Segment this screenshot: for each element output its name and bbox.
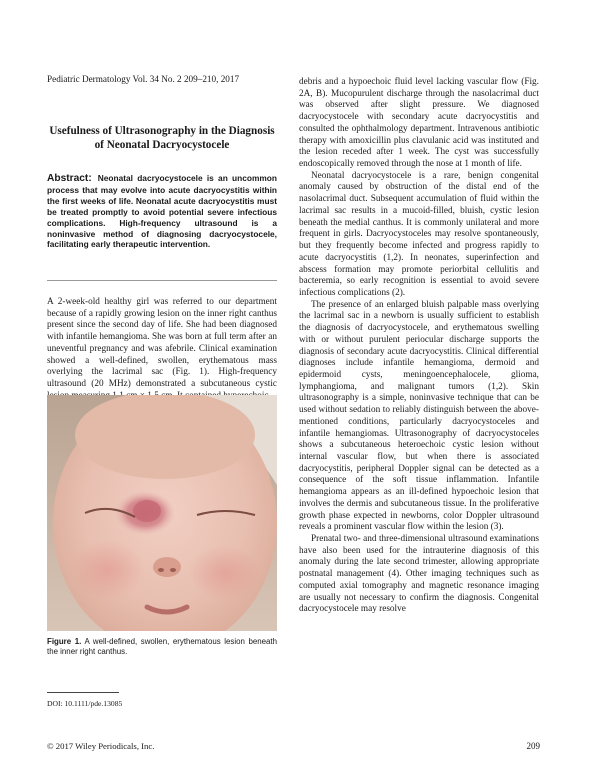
abstract-block: [47, 173, 277, 250]
figure-1-photo: [47, 395, 277, 631]
abstract-divider: [47, 280, 277, 281]
abstract-label: Abstract:: [47, 173, 92, 184]
figure-label: Figure 1.: [47, 637, 82, 646]
body-paragraph: Prenatal two- and three-dimensional ultrasound examinations have also been used for the intrauterine diagnosis of this anomaly during the late second trimester, allowing appropriate postnatal management (4). Other imaging techniques such as computed axial tomography and magnetic resonance imaging are usually not necessary to confirm the diagnosis. Congenital dacryocystocele may resolve: [299, 534, 539, 615]
doi: DOI: 10.1111/pde.13085: [47, 699, 123, 708]
body-paragraph: debris and a hypoechoic fluid level lacking vascular flow (Fig. 2A, B). Mucopurulent discharge through the nasolacrimal duct was observed after slight pressure. We diagnosed dacryocystocele with secondary acute dacryocystitis and consulted the ophthalmology department. Intravenous antibiotic therapy with amoxicillin plus clavulanic acid was instituted and the lesion receded after 1 week. The cyst was successfully endoscopically removed through the nose at 1 month of life.: [299, 77, 539, 170]
left-column: [47, 297, 277, 402]
figure-caption-text: A well-defined, swollen, erythematous lesion beneath the inner right canthus.: [47, 637, 277, 656]
body-paragraph: A 2-week-old healthy girl was referred to our department because of a rapidly growing lesion on the inner right canthus present since the second day of life. She had been diagnosed with infantile hemangioma. She was born at full term after an uneventful pregnancy and was afebrile. Clinical examination showed a well-defined, swollen, erythematous mass overlying the lacrimal sac (Fig. 1). High-frequency ultrasound (20 MHz) demonstrated a subcutaneous cystic: [47, 297, 277, 390]
abstract-text: Neonatal dacryocystocele is an uncommon process that may evolve into acute dacryocystitis within the first weeks of life. Neonatal acute dacryocystitis must be treated promptly to avoid potential severe infectious complications. High-frequency ultrasound is a noninvasive method of diagnosing dacryocystocele, facilitating early therapeutic intervention.: [47, 173, 277, 250]
body-paragraph: The presence of an enlarged bluish palpable mass overlying the lacrimal sac in a newborn is usually sufficient to establish the diagnosis of dacryocystocele, and erythematous swelling with or without purulent periocular discharge supports the diagnosis of secondary acute dacryocystitis. Clinical differential diagnoses include infantile hemangioma, dermoid and epidermoid cysts, meningoencephalocele, glioma, lymphangioma, and malignant tumors (1,2). Skin ultrasonography is a simple, noninvasive technique that can be used without sedation to reliably distinguish between the above-mentioned conditions, particularly dacryocystoceles and infantile hemangiomas. Ultrasonography of dacryocystoceles shows a subcutaneous heteroechoic cystic lesion without internal vascular flow, but when there is associated dacryocystitis, peripheral Doppler signal can be detected as a consequence of the soft tissue inflammation. Infantile hemangioma appears as an ill-defined hypoechoic lesion that involves the dermis and subcutaneous tissue. In the proliferative growth phase expected in newborns, color Doppler ultrasound reveals a prominent vascular flow within the lesion (3).: [299, 299, 539, 533]
footnote-divider: [47, 692, 119, 693]
journal-citation: Pediatric Dermatology Vol. 34 No. 2 209–210, 2017: [47, 74, 240, 84]
body-paragraph: Neonatal dacryocystocele is a rare, benign congenital anomaly caused by obstruction of the distal end of the nasolacrimal duct. Subsequent accumulation of fluid within the lacrimal sac results in a mucoid-filled, bluish, cystic lesion beneath the medial canthus. It is commonly unilateral and more frequent in girls. Dacryocystoceles may resolve spontaneously, but they frequently become infected and progress rapidly to acute dacryocystitis (1,2). In neonates, superinfection and abscess formation may promote periorbital cellulitis and bacteremia, so early recognition is essential to avoid severe infectious complications (2).: [299, 170, 539, 298]
copyright-notice: © 2017 Wiley Periodicals, Inc.: [47, 741, 155, 751]
figure-caption: [47, 637, 277, 656]
page-number: 209: [526, 741, 540, 751]
article-title: Usefulness of Ultrasonography in the Diagnosis of Neonatal Dacryocystocele: [49, 125, 275, 151]
right-column: [299, 77, 539, 616]
